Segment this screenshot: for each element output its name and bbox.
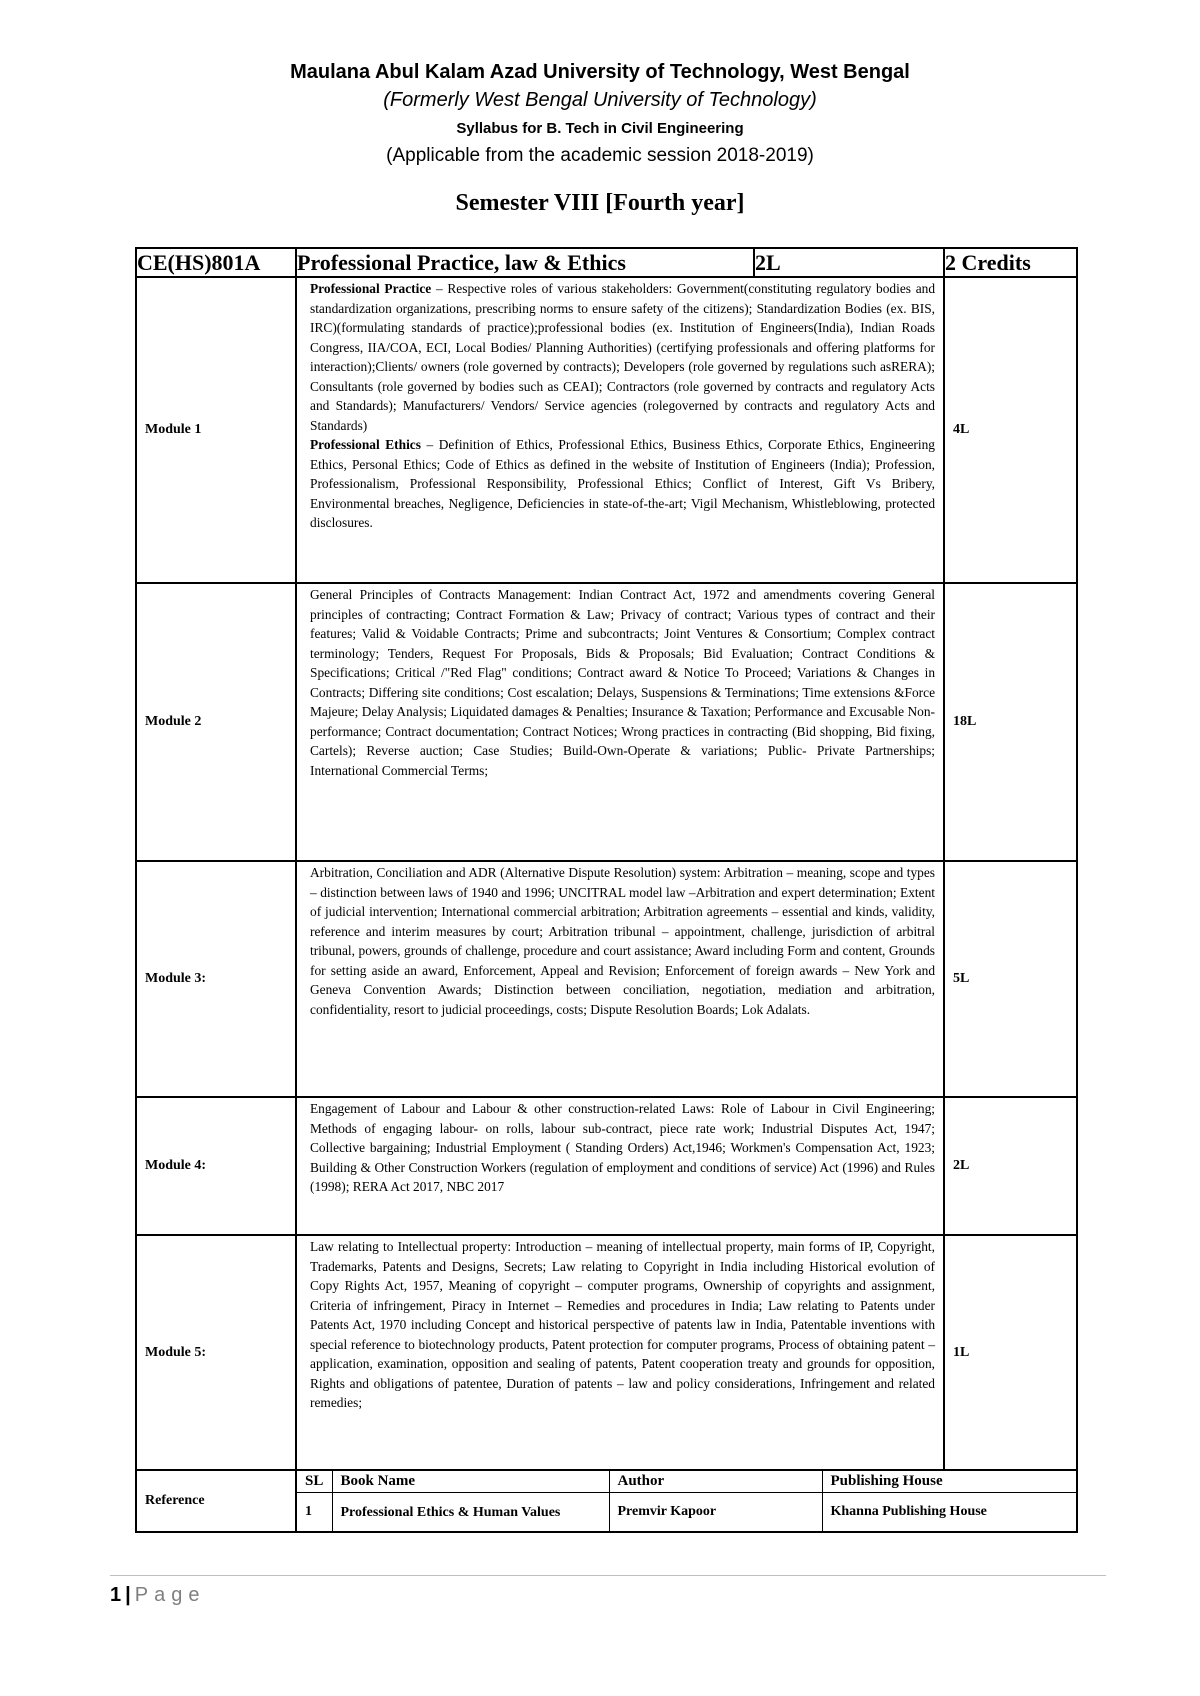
ref-header-book: Book Name [332,1471,609,1493]
reference-header-row [297,1471,1078,1493]
ref-sl: 1 [297,1493,332,1532]
module-content: Law relating to Intellectual property: Introduction – meaning of intellectual property, main forms of IP, Copyright, Trademarks, Patents and Designs, Secrets; Law relating to Copyright in India including Historical evolution of Copy Rights Act, 1957, Meaning of copyright – computer programs, Ownership of copyrights and assignment, Criteria of infringement, Piracy in Internet – Remedies and procedures in India; Law relating to Patents under Patents Act, 1970 including Concept and historical perspective of patents law in India, Patentable inventions with special reference to biotechnology products, Patent protection for computer programs, Process of obtaining patent – application, examination, opposition and sealing of patents, Patent cooperation treaty and grounds for opposition, Rights and obligations of patentee, Duration of patents – law and policy considerations, Infringement and related remedies; [296,1235,944,1470]
module-label: Module 3: [136,861,296,1097]
page-indicator [110,1584,1106,1607]
module-row [136,861,1077,1097]
reference-cell [296,1470,1077,1532]
module-row [136,1097,1077,1235]
ref-header-author: Author [609,1471,822,1493]
semester-title: Semester VIII [Fourth year] [455,190,745,216]
ref-header-sl: SL [297,1471,332,1493]
university-name: Maulana Abul Kalam Azad University of Technology, West Bengal [290,61,910,83]
course-header-row [136,248,1077,277]
module-row [136,277,1077,583]
session-note: (Applicable from the academic session 2018-2019) [386,145,814,166]
page-separator: | [125,1584,131,1606]
reference-table [297,1471,1078,1531]
module-hours: 4L [944,277,1077,583]
module-hours: 18L [944,583,1077,861]
module-content: General Principles of Contracts Management: Indian Contract Act, 1972 and amendments covering General principles of contracting; Contract Formation & Law; Privacy of contract; Various types of contract and their features; Valid & Voidable Contracts; Prime and subcontracts; Joint Ventures & Consortium; Complex contract terminology; Tenders, Request For Proposals, Bids & Proposals; Bid Evaluation; Contract Conditions & Specifications; Critical /"Red Flag" conditions; Contract award & Notice To Proceed; Variations & Changes in Contracts; Differing site conditions; Cost escalation; Delays, Suspensions & Terminations; Time extensions &Force Majeure; Delay Analysis; Liquidated damages & Penalties; Insurance & Taxation; Performance and Excusable Non-performance; Contract documentation; Contract Notices; Wrong practices in contracting (Bid shopping, Bid fixing, Cartels); Reverse auction; Case Studies; Build-Own-Operate & variations; Public- Private Partnerships; International Commercial Terms; [296,583,944,861]
module-label: Module 2 [136,583,296,861]
page-word: Page [134,1584,206,1606]
course-table [135,247,1078,1533]
module-hours: 1L [944,1235,1077,1470]
module-content: Arbitration, Conciliation and ADR (Alternative Dispute Resolution) system: Arbitration – meaning, scope and types – distinction between laws of 1940 and 1996; UNCITRAL model law –Arbitration and expert determination; Extent of judicial intervention; International commercial arbitration; Arbitration agreements – essential and kinds, validity, reference and interim measures by court; Arbitration tribunal – appointment, challenge, jurisdiction of arbitral tribunal, powers, grounds of challenge, procedure and court assistance; Award including Form and content, Grounds for setting aside an award, Enforcement, Appeal and Revision; Enforcement of foreign awards – New York and Geneva Convention Awards; Distinction between conciliation, negotiation, mediation and arbitration, confidentiality, resort to judicial proceedings, costs; Dispute Resolution Boards; Lok Adalats. [296,861,944,1097]
module-label: Module 5: [136,1235,296,1470]
reference-label: Reference [136,1470,296,1532]
page-footer [110,1575,1106,1607]
module-hours: 2L [944,1097,1077,1235]
module-hours: 5L [944,861,1077,1097]
module-content: Engagement of Labour and Labour & other construction-related Laws: Role of Labour in Civil Engineering; Methods of engaging labour- on rolls, labour sub-contract, piece rate work; Industrial Disputes Act, 1947; Collective bargaining; Industrial Employment ( Standing Orders) Act,1946; Workmen's Compensation Act, 1923; Building & Other Construction Workers (regulation of employment and conditions of service) Act (1996) and Rules (1998); RERA Act 2017, NBC 2017 [296,1097,944,1235]
module-content [296,277,944,583]
module-row [136,1235,1077,1470]
module-heading-professional-practice: Professional Practice [310,281,432,296]
module-row [136,583,1077,861]
module-label: Module 4: [136,1097,296,1235]
module-heading-professional-ethics: Professional Ethics [310,437,421,452]
module-text: – Definition of Ethics, Professional Ethics, Business Ethics, Corporate Ethics, Engineering Ethics, Personal Ethics; Code of Ethics as defined in the website of Institution of Engineers (India); Profession, Professionalism, Professional Responsibility, Professional Ethics; Conflict of Interest, Gift Vs Bribery, Environmental breaches, Negligence, Deficiencies in state-of-the-art; Vigil Mechanism, Whistleblowing, protected disclosures. [310,437,936,530]
ref-author: Premvir Kapoor [609,1493,822,1532]
ref-header-publisher: Publishing House [822,1471,1078,1493]
module-text: – Respective roles of various stakeholders: Government(constituting regulatory bodies and standardization organizations, prescribing norms to ensure safety of the citizens); Standardization Bodies (ex. BIS, IRC)(formulating standards of practice);professional bodies (ex. Institution of Engineers(India), Indian Roads Congress, IIA/COA, ECI, Local Bodies/ Planning Authorities) (certifying professionals and offering platforms for interaction);Clients/ owners (role governed by contracts); Developers (role governed by regulations such asRERA); Consultants (role governed by bodies such as CEAI); Contractors (role governed by contracts and regulatory Acts and Standards); Manufacturers/ Vendors/ Service agencies (rolegoverned by contracts and regulatory Acts and Standards) [310,281,936,433]
course-code: CE(HS)801A [136,248,296,277]
course-title: Professional Practice, law & Ethics [296,248,754,277]
module-label: Module 1 [136,277,296,583]
document-header [0,58,1200,170]
reference-book-row [297,1493,1078,1532]
course-lectures: 2L [754,248,944,277]
ref-publisher: Khanna Publishing House [822,1493,1078,1532]
reference-row [136,1470,1077,1532]
course-credits: 2 Credits [944,248,1077,277]
syllabus-title: Syllabus for B. Tech in Civil Engineering [456,120,744,137]
former-name: (Formerly West Bengal University of Technology) [383,89,817,111]
ref-book-name: Professional Ethics & Human Values [332,1493,609,1532]
page-number: 1 [110,1584,122,1606]
